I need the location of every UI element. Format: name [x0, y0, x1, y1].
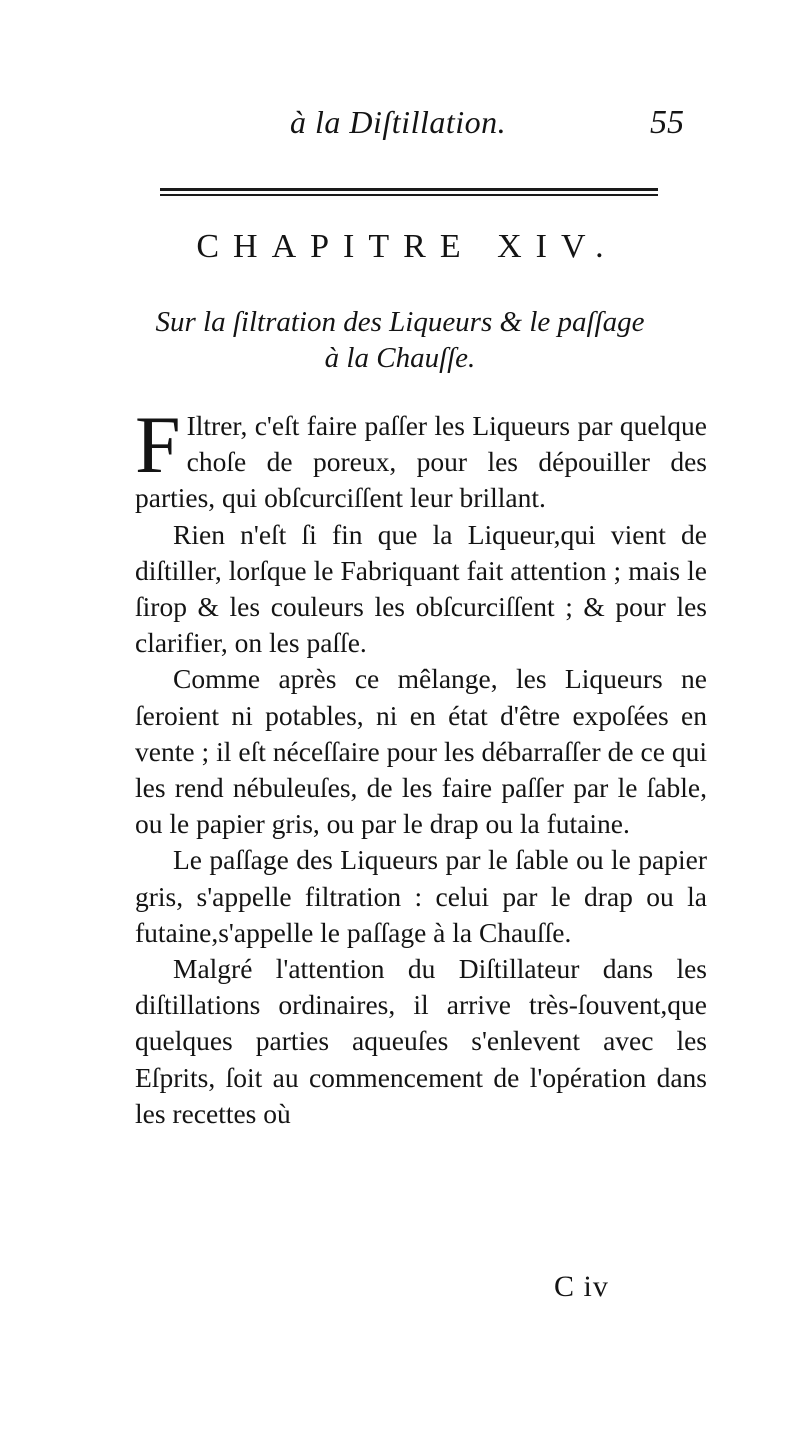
paragraph-3: Comme après ce mêlange, les Liqueurs ne ſeroient ni potables, ni en état d'être expoſées en vente ; il eſt néceſſaire pour les débarraſſer de ce qui les rend nébuleuſes, de les faire paſſer par le ſable, ou le papier gris, ou par le drap ou la futaine. [135, 663, 707, 840]
paragraph-1 [135, 399, 707, 517]
running-head: à la Diſtillation. [290, 104, 507, 140]
paragraph-2: Rien n'eſt ſi fin que la Liqueur,qui vient de diſtiller, lorſque le Fabriquant fait attention ; mais le ſirop & les couleurs les obſcurciſſent ; & pour les clarifier, on les paſſe. [135, 518, 707, 659]
signature-mark: C iv [554, 1270, 609, 1303]
chapter-subtitle [0, 304, 800, 376]
chapter-title: CHAPITRE XIV. [196, 228, 618, 265]
body-text [135, 399, 707, 1132]
subtitle-line-2: à la Chauſſe. [324, 342, 476, 374]
paragraph-1-text: Iltrer, c'eſt faire paſſer les Liqueurs par quelque choſe de poreux, pour les dépouiller des parties, qui obſcurciſſent leur brillant. [135, 410, 707, 514]
paragraph-4: Le paſſage des Liqueurs par le ſable ou le papier gris, s'appelle filtration : celui par le drap ou la futaine,s'appelle le paſſage à la Chauſſe. [135, 844, 707, 948]
subtitle-line-1: Sur la ſiltration des Liqueurs & le paſſage [155, 306, 645, 338]
drop-cap: F [135, 399, 181, 490]
paragraph-5: Malgré l'attention du Diſtillateur dans les diſtillations ordinaires, il arrive très-ſouvent,que quelques parties aqueuſes s'enlevent avec les Eſprits, ſoit au commencement de l'opération dans les recettes où [135, 953, 707, 1129]
ornamental-rule [160, 188, 658, 196]
page-number: 55 [650, 104, 684, 141]
